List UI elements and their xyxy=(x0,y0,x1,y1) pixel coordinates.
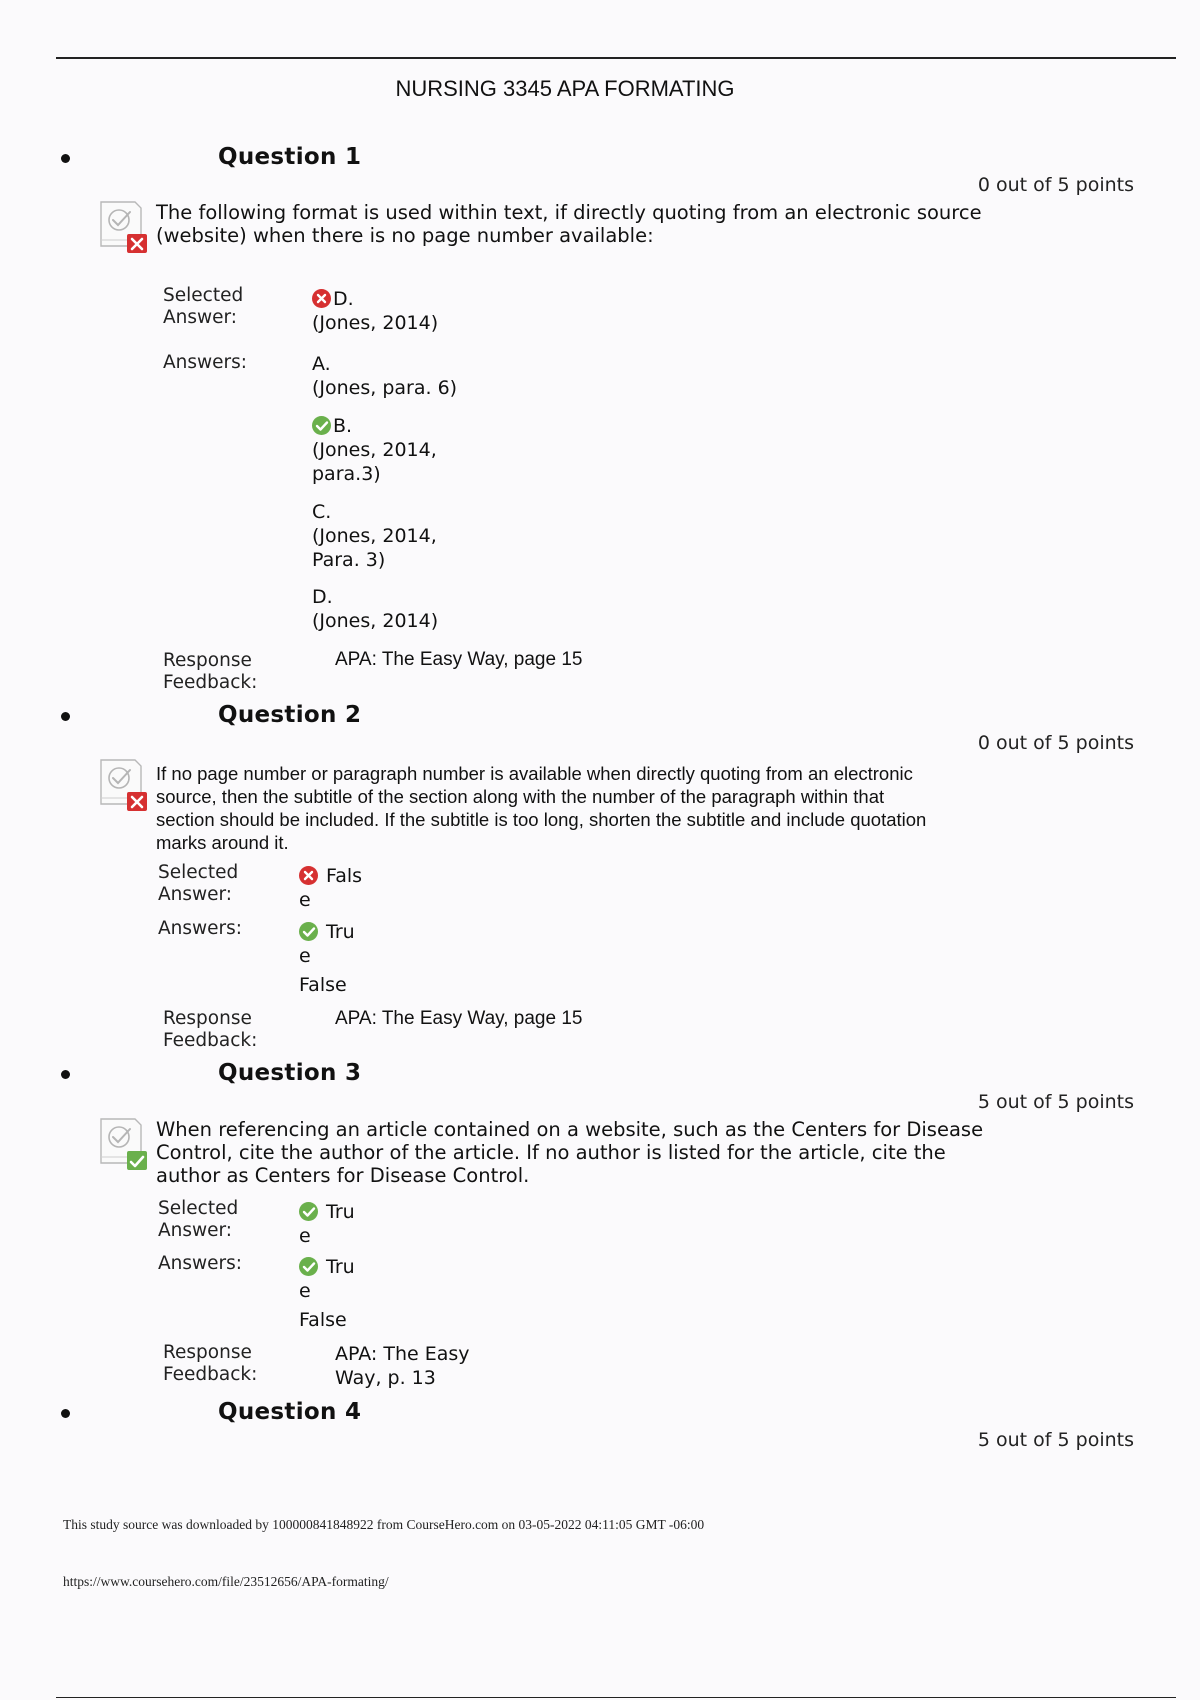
response-feedback-value: APA: The Easy Way, p. 13 xyxy=(335,1343,470,1389)
top-rule xyxy=(56,57,1176,59)
question-1-points: 0 out of 5 points xyxy=(977,174,1134,196)
incorrect-mark-icon xyxy=(299,866,318,885)
source-url[interactable]: https://www.coursehero.com/file/23512656/APA-formating/ xyxy=(63,1574,389,1589)
response-feedback-value: APA: The Easy Way, page 15 xyxy=(335,649,583,670)
response-feedback-label: Response Feedback: xyxy=(163,1008,258,1051)
question-1-title: Question 1 xyxy=(218,144,362,170)
correct-mark-icon xyxy=(299,922,318,941)
question-3-bullet xyxy=(61,1070,70,1079)
response-feedback-value: APA: The Easy Way, page 15 xyxy=(335,1008,583,1029)
download-note: This study source was downloaded by 100000841848922 from CourseHero.com on 03-05-2022 04:11:05 GMT -06:00 xyxy=(63,1517,705,1532)
selected-answer-value: D. (Jones, 2014) xyxy=(312,288,439,334)
selected-answer-value: Tru e xyxy=(299,1201,355,1247)
bottom-rule xyxy=(56,1697,1176,1698)
question-3-title: Question 3 xyxy=(218,1060,362,1086)
question-2-text xyxy=(156,762,926,854)
selected-answer-label: Selected Answer: xyxy=(158,1198,239,1241)
selected-answer-label: Selected Answer: xyxy=(163,285,244,328)
question-text-line: The following format is used within text, if directly quoting from an electronic source xyxy=(156,201,982,224)
answer-option-c: C. (Jones, 2014, Para. 3) xyxy=(312,501,437,571)
selected-answer-value: Fals e xyxy=(299,865,363,911)
incorrect-icon xyxy=(98,200,148,254)
answer-option-b: B. (Jones, 2014, para.3) xyxy=(312,415,437,485)
question-text-line: source, then the subtitle of the section along with the number of the paragraph within that xyxy=(156,786,885,807)
question-text-line: section should be included. If the subtitle is too long, shorten the subtitle and include quotation xyxy=(156,809,927,830)
answer-option-a: A. (Jones, para. 6) xyxy=(312,353,458,399)
question-3-points: 5 out of 5 points xyxy=(977,1091,1134,1113)
answer-option-true: Tru e xyxy=(299,921,355,967)
question-4-bullet xyxy=(61,1409,70,1418)
response-feedback-label: Response Feedback: xyxy=(163,650,258,693)
correct-mark-icon xyxy=(299,1202,318,1221)
question-text-line: author as Centers for Disease Control. xyxy=(156,1164,530,1187)
answer-option-false: False xyxy=(299,1309,347,1331)
answers-label: Answers: xyxy=(158,1253,243,1274)
correct-icon xyxy=(98,1117,148,1171)
answer-option-d: D. (Jones, 2014) xyxy=(312,586,439,632)
question-2-points: 0 out of 5 points xyxy=(977,732,1134,754)
answers-label: Answers: xyxy=(158,918,243,939)
question-4-title: Question 4 xyxy=(218,1399,362,1425)
question-text-line: (website) when there is no page number available: xyxy=(156,224,654,247)
question-2-title: Question 2 xyxy=(218,702,362,728)
question-text-line: marks around it. xyxy=(156,832,289,853)
document-title: NURSING 3345 APA FORMATING xyxy=(395,76,735,101)
question-text-line: If no page number or paragraph number is available when directly quoting from an electronic xyxy=(156,763,913,784)
question-3-text xyxy=(156,1118,983,1187)
answers-label: Answers: xyxy=(163,352,248,373)
question-2-bullet xyxy=(61,712,70,721)
correct-mark-icon xyxy=(312,416,331,435)
answer-option-true: Tru e xyxy=(299,1256,355,1302)
incorrect-icon xyxy=(98,758,148,812)
answer-option-false: False xyxy=(299,974,347,996)
correct-mark-icon xyxy=(299,1257,318,1276)
question-1-text xyxy=(156,201,982,247)
question-text-line: When referencing an article contained on a website, such as the Centers for Disease xyxy=(156,1118,984,1141)
response-feedback-label: Response Feedback: xyxy=(163,1342,258,1385)
selected-answer-label: Selected Answer: xyxy=(158,862,239,905)
question-text-line: Control, cite the author of the article. If no author is listed for the article, cite the xyxy=(156,1141,946,1164)
incorrect-mark-icon xyxy=(312,289,331,308)
question-1-bullet xyxy=(61,154,70,163)
question-4-points: 5 out of 5 points xyxy=(977,1429,1134,1451)
